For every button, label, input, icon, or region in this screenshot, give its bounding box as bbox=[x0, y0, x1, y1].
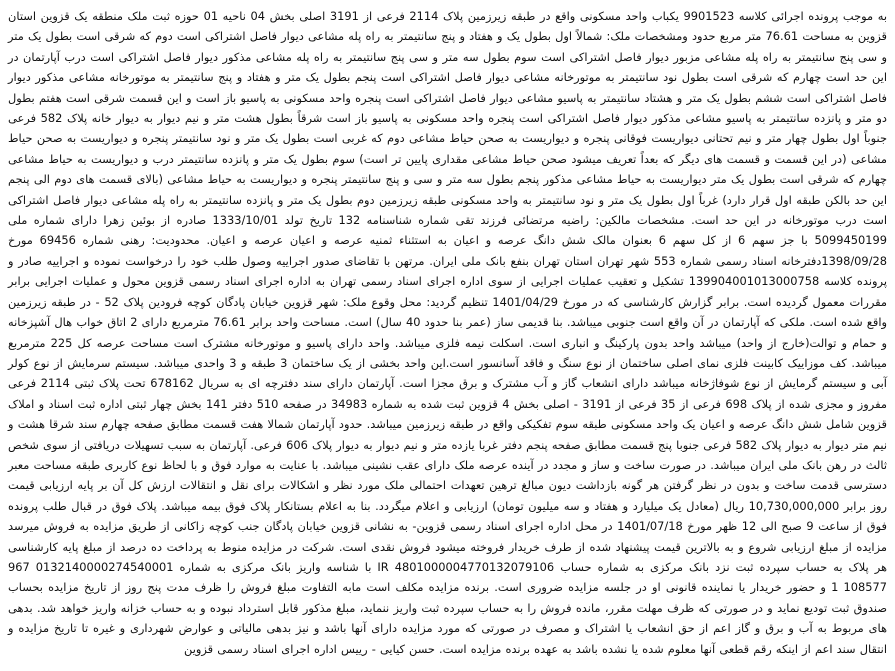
auction-notice-text: به موجب پرونده اجرائی کلاسه 9901523 یکباب واحد مسکونی واقع در طبقه زیرزمین پلاک 2114 فرعی از 3191 اصلی بخش 04 ناحیه 01 حوزه ثبت ملک منطقه یک قزوین استان قزوین به مساحت 76.61 متر مربع حدود ومشخصات ملک: شمالاً اول بطول یک و هفتاد و پنج سانتیمتر به راه پله مشاعی دیوار فاصل اشتراکی است دوم که شرقی است بطول یک متر و سی پنج سانتیمتر به راه پله مشاعی مزبور دیوار فاصل اشتراکی است سوم بطول سه متر و سی پنج سانتیمتر به راه پله مشاعی مذکور دیوار فاصل اشتراکی است درب آپارتمان در این حد است چهارم که شرقی است بطول نود سانتیمتر به موتورخانه مشاعی دیوار فاصل اشتراکی است پنجم بطول یک متر و هفتاد و پنج سانتیمتر به موتورخانه مشاعی مذکور دیوار فاصل اشتراکی است ششم بطول یک متر و هشتاد سانتیمتر به پاسیو مشاعی دیوار فاصل اشتراکی است پنجره واحد مسکونی به پاسیو باز است و این قسمت شرقی است هفتم بطول دو متر و پانزده سانتیمتر به پاسیو مشاعی مذکور دیوار فاصل اشتراکی است پنجره واحد مسکونی به پاسیو باز است شرقاً بطول هشت متر و نیم دیوار به دیوار خانه پلاک 582 فرعی جنوباً اول بطول چهار متر و نیم تحتانی دیواریست فوقانی پنجره و دیواریست به صحن حیاط مشاعی دوم که غربی است بطول یک متر و نود سانتیمتر پنجره و دیواریست به صحن حیاط مشاعی (در این قسمت و قسمت های دیگر که بعداً تعریف میشود صحن حیاط مشاعی مقداری پایین تر است) سوم بطول یک متر و پانزده سانتیمتر درب و دیواریست به حیاط مشاعی چهارم که شرقی است بطول یک متر دیواریست به حیاط مشاعی مذکور پنجم بطول سه متر و سی و پنج سانتیمتر پنجره و دیواریست به حیاط مشاعی (بالای قسمت های دوم الی پنجم این حد بالکن طبقه اول قرار دارد) غرباً اول بطول یک متر و نود سانتیمتر به واحد مسکونی طبقه زیرزمین دوم بطول یک متر و پانزده سانتیمتر به راه پله مشاعی دیوار فاصل اشتراکی است درب موتورخانه در این حد است. مشخصات مالکین: راضیه مرتضائی فرزند تقی شماره شناسنامه 132 تاریخ تولد 1333/10/01 صادره از بوئین زهرا دارای شماره ملی 5099450199 با جز سهم 6 از کل سهم 6 بعنوان مالک شش دانگ عرصه و اعیان به استثناء ثمنیه عرصه و اعیان عرصه و اعیان. محدودیت: رهنی شماره 69456 مورخ 1398/09/28دفترخانه اسناد رسمی شماره 553 شهر تهران استان تهران بنفع بانک ملی ایران. مرتهن با تقاضای صدور اجراییه وصول طلب خود را درخواست نموده و اجراییه صادر و پرونده کلاسه 139904001013000758 تشکیل و تعقیب عملیات اجرایی از سوی اداره اجرای اسناد رسمی تهران به اداره اجرای اسناد رسمی قزوین محول و عملیات اجرایی برابر مقررات معمول گردیده است. برابر گزارش کارشناسی که در مورخ 1401/04/29 تنظیم گردید: محل وقوع ملک: شهر قزوین خیابان پادگان کوچه فرودین پلاک 52 - در طبقه زیرزمین واقع شده است. ملکی که آپارتمان در آن واقع است جنوبی میباشد. بنا قدیمی ساز (عمر بنا حدود 40 سال) است. مساحت واحد برابر 76.61 مترمربع دارای 2 اتاق خواب هال آشپزخانه و حمام و توالت(خارج از واحد) میباشد واحد بدون پارکینگ و انباری است. اسکلت نیمه فلزی میباشد. واحد دارای پاسیو و موتورخانه مشترک است مساحت عرصه کل 225 مترمربع میباشد. کف موزاییک کابینت فلزی نمای اصلی ساختمان از نوع سنگ و فاقد آسانسور است.این واحد بخشی از یک ساختمان 3 طبقه و 3 واحدی میباشد. سیستم سرمایش از نوع کولر آبی و سیستم گرمایش از نوع شوفاژخانه میباشد دارای انشعاب گاز و آب مشترک و برق مجزا است. آپارتمان دارای سند دفترچه ای به سریال 678162 تحت پلاک ثبتی 2114 فرعی مفروز و مجزی شده از پلاک 698 فرعی از 35 فرعی از 3191 - اصلی بخش 4 قزوین ثبت شده به شماره 34983 در صفحه 510 دفتر 141 بخش چهار ثبتی اداره ثبت اسناد و املاک قزوین شامل شش دانگ عرصه و اعیان یک واحد مسکونی طبقه سوم تفکیکی واقع در طبقه زیرزمین میباشد. حدود آپارتمان شمالا هفت قسمت مطابق صفحه چهارم سند شرقا هشت و نیم متر دیوار به دیوار پلاک 582 فرعی جنوبا پنج قسمت مطابق صفحه پنجم دفتر غربا یازده متر و نیم دیوار به دیوار پلاک 606 فرعی. آپارتمان به سبب تسهیلات دریافتی از سوی شخص ثالث در رهن بانک ملی ایران میباشد. در صورت ساخت و ساز و مجدد در آینده عرصه ملک دارای عقب نشینی میباشد. با عنایت به موارد فوق و با لحاظ نوع کاربری طبقه مساحت معبر دسترسی قدمت ساخت و بدون در نظر گرفتن هر گونه بازداشت دیون مبالغ ترهین تعهدات احتمالی ملک مورد نظر و اشکالات برای نقل و انتقالات ارزش کل آن بر پایه ارزیابی قیمت روز برابر 10,730,000,000 ریال (معادل یک میلیارد و هفتاد و سه میلیون تومان) ارزیابی و اعلام میگردد. بنا به اعلام بستانکار پلاک فوق بیمه میباشد. پلاک فوق در قبال طلب پرونده فوق از ساعت 9 صبح الی 12 ظهر مورخ 1401/07/18 در محل اداره اجرای اسناد رسمی قزوین- به نشانی قزوین خیابان پادگان جنب کوچه زاکانی از طریق مزایده به فروش میرسد مزایده از مبلغ ارزیابی شروع و به بالاترین قیمت پیشنهاد شده از طرف خریدار فروخته میشود فروش نقدی است. شرکت در مزایده منوط به پرداخت ده درصد از مبلغ پایه کارشناسی هر پلاک به حساب سپرده ثبت نزد بانک مرکزی به شماره حساب 4801000004770132079106 IR با شناسه واریز بانک مرکزی به شماره 0132140000274540001 967 108577 1 و حضور خریدار یا نماینده قانونی او در جلسه مزایده ضروری است. برنده مزایده مکلف است مابه التفاوت مبلغ فروش را ظرف مدت پنج روز از تاریخ مزایده بحساب صندوق ثبت تودیع نماید و در صورتی که ظرف مهلت مقرر، مانده فروش را به حساب سپرده ثبت واریز ننماید، مبلغ مذکور قابل استرداد نبوده و به حساب خزانه واریز خواهد شد. بدهی های مربوط به آب و برق و گاز اعم از حق انشعاب یا اشتراک و مصرف در صورتی که مورد مزایده دارای آنها باشد و نیز بدهی مالیاتی و عوارض شهرداری و غیره تا تاریخ مزایده و انتقال سند اعم از اینکه رقم قطعی آنها معلوم شده یا نشده باشد به عهده برنده مزایده است. حسن کیایی - رییس اداره اجرای اسناد رسمی قزوین bbox=[8, 9, 888, 656]
